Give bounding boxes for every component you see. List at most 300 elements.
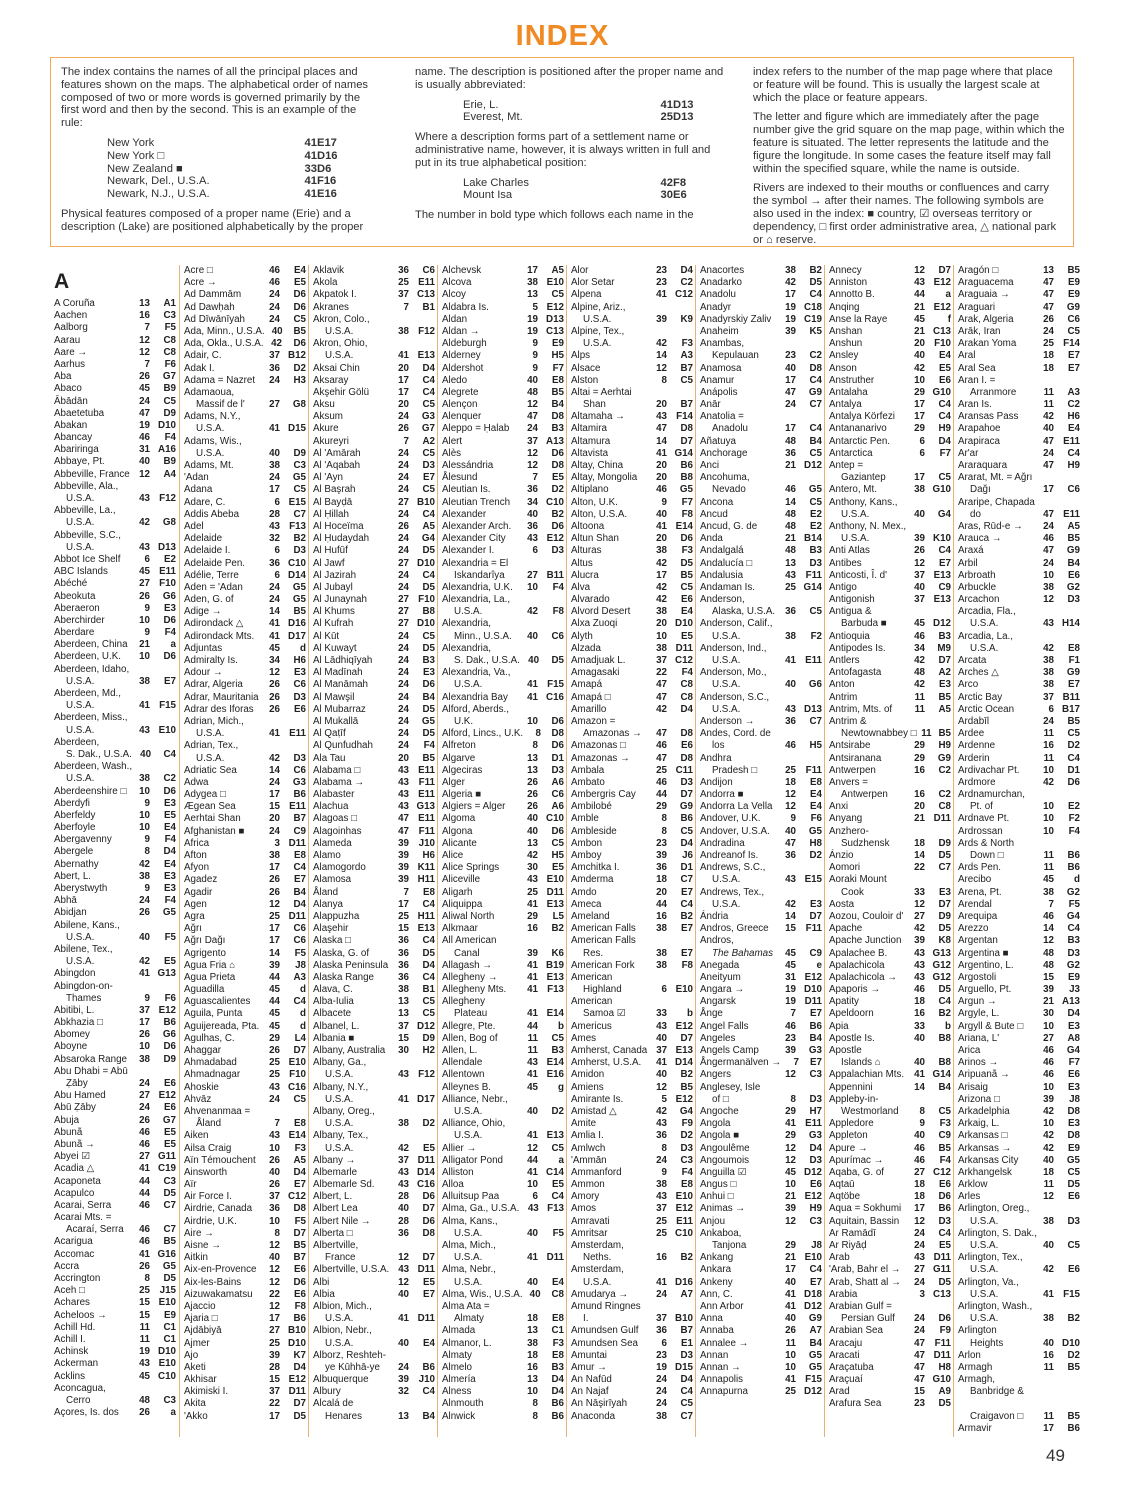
entry-name: Aoraki Mount [829, 874, 887, 886]
entry-grid: D11 [933, 1252, 951, 1264]
index-entry [438, 1289, 566, 1301]
entry-grid: B2 [551, 508, 564, 520]
entry-name: Acre □ [184, 265, 213, 276]
entry-page: 41 [1043, 1288, 1054, 1300]
entry-grid: E3 [939, 886, 951, 898]
entry-page: 38 [139, 773, 150, 785]
entry-name-continuation: Henares [325, 1410, 363, 1422]
index-entry-name-line [180, 1106, 308, 1118]
entry-page: 40 [398, 1288, 409, 1300]
entry-name: Albuquerque [313, 1374, 369, 1386]
entry-grid: E6 [681, 740, 693, 752]
entry-grid: E7 [1068, 362, 1080, 374]
entry-name: Aarhus [54, 358, 86, 370]
entry-name: Arlington, Wash., [958, 1300, 1033, 1312]
index-entry [567, 838, 695, 850]
entry-name: Alligator Pond [442, 1154, 503, 1166]
entry-page: 29 [914, 386, 925, 398]
index-entry [825, 862, 953, 874]
entry-page: 28 [269, 508, 280, 520]
entry-name: Andreanof Is. [700, 850, 759, 861]
entry-page: 9 [532, 362, 538, 374]
entry-name: Apache [829, 923, 863, 935]
entry-grid: D12 [417, 1020, 435, 1032]
entry-page: 11 [527, 1032, 538, 1044]
entry-grid: D5 [422, 642, 435, 654]
entry-page: 32 [269, 533, 280, 545]
entry-name: Al Ḥudaydah [313, 533, 370, 545]
index-entry-name-line [954, 838, 1082, 850]
index-entry [438, 826, 566, 838]
entry-grid: B3 [551, 423, 564, 435]
entry-grid: C12 [675, 655, 693, 666]
entry-grid: B4 [422, 691, 435, 703]
entry-name: Air Force I. [184, 1191, 232, 1203]
entry-name: Aberdeen, Wash., [54, 761, 133, 773]
entry-grid: H8 [938, 1361, 951, 1373]
entry-name: Arlington, Oreg., [958, 1203, 1030, 1215]
entry-name: Annapurna [700, 1386, 748, 1398]
entry-page: 40 [656, 508, 667, 520]
index-entry [954, 289, 1082, 301]
entry-name-continuation: Cook [841, 886, 864, 898]
entry-name: Arctic Bay [958, 691, 1003, 703]
entry-grid: B19 [546, 959, 564, 971]
entry-page: 13 [527, 837, 538, 849]
index-entry [567, 887, 695, 899]
index-entry-name-line [567, 326, 695, 338]
index-entry [438, 570, 566, 582]
index-entry [50, 1297, 178, 1309]
entry-page: 7 [793, 1057, 799, 1069]
entry-page: 41 [139, 1163, 150, 1175]
entry-grid: C1 [551, 1325, 564, 1337]
index-entry [696, 1045, 824, 1057]
entry-page: 46 [1043, 1057, 1054, 1069]
index-entry [438, 375, 566, 387]
index-entry [50, 773, 178, 785]
entry-name: Almanor, L. [442, 1337, 492, 1349]
entry-name: Aracati [829, 1349, 860, 1361]
entry-name: Aïn Témouchent [184, 1154, 256, 1166]
index-entry-name-line [567, 716, 695, 728]
entry-name: Alexander I. [442, 545, 495, 557]
entry-grid: E8 [552, 374, 564, 386]
intro-column-1 [61, 66, 371, 241]
entry-name: Alameda [313, 837, 352, 849]
entry-name: Ards Pen. [958, 862, 1002, 874]
entry-page: 3 [919, 1288, 925, 1300]
index-entry [954, 1008, 1082, 1020]
index-entry [438, 338, 566, 350]
entry-page: 17 [914, 411, 925, 423]
entry-grid: E3 [1068, 1081, 1080, 1093]
index-entry [954, 1167, 1082, 1179]
entry-grid: G5 [1066, 1154, 1080, 1166]
entry-grid: g [558, 1081, 564, 1093]
entry-page: 17 [656, 569, 667, 581]
entry-page: 11 [921, 728, 932, 740]
entry-name-continuation: U.S.A. [66, 931, 95, 943]
index-entry-name-line [567, 935, 695, 947]
entry-name-continuation: U.S.A. [583, 313, 612, 325]
index-entry [309, 277, 437, 289]
entry-page: 41 [914, 1069, 925, 1081]
entry-page: 6 [144, 553, 150, 565]
entry-name: Armagh, [958, 1374, 996, 1386]
index-entry [50, 1078, 178, 1090]
entry-page: 40 [914, 1130, 925, 1142]
entry-name: Africa [184, 837, 210, 849]
entry-name: Ames [571, 1032, 597, 1044]
index-entry [696, 1264, 824, 1276]
entry-grid: C2 [938, 789, 951, 801]
entry-grid: B5 [938, 691, 951, 703]
entry-page: 24 [398, 447, 409, 459]
entry-name: Alyth [571, 630, 593, 642]
entry-name: Anyang [829, 813, 863, 825]
entry-page: 10 [139, 785, 150, 797]
entry-grid: B4 [809, 1337, 822, 1349]
index-entry-name-line [696, 753, 824, 765]
entry-page: 25 [269, 1057, 280, 1069]
entry-grid: G3 [421, 411, 435, 423]
index-entry [438, 387, 566, 399]
entry-name-continuation: Ẓāby [66, 1078, 88, 1089]
entry-grid: D4 [293, 898, 306, 910]
entry-name: Altavista [571, 447, 609, 459]
entry-grid: D6 [422, 1215, 435, 1227]
index-entry [825, 813, 953, 825]
entry-grid: C4 [422, 1386, 435, 1398]
index-entry [825, 765, 953, 777]
entry-page: 8 [144, 846, 150, 858]
index-entry-name-line [180, 740, 308, 752]
entry-page: 46 [139, 1199, 150, 1211]
entry-grid: D6 [163, 785, 176, 797]
entry-name-continuation: Heights [970, 1337, 1004, 1349]
index-entry [567, 679, 695, 691]
index-entry [180, 667, 308, 679]
entry-grid: B12 [288, 350, 306, 362]
entry-page: 9 [532, 338, 538, 350]
entry-name: Anshun [829, 338, 863, 350]
index-entry [954, 984, 1082, 996]
index-entry [50, 1176, 178, 1188]
index-entry-name-line [50, 920, 178, 932]
entry-page: 22 [269, 1288, 280, 1300]
index-entry [180, 753, 308, 765]
entry-page: 38 [785, 265, 796, 276]
entry-grid: D6 [680, 533, 693, 545]
index-entry [180, 423, 308, 435]
entry-grid: D7 [809, 910, 822, 922]
entry-name-continuation: Shan [583, 399, 606, 411]
entry-name: Achares [54, 1297, 90, 1309]
entry-name: Ahmadnagar [184, 1069, 241, 1081]
index-entry [438, 631, 566, 643]
entry-name: Arklow [958, 1179, 988, 1191]
entry-grid: B5 [293, 325, 306, 337]
entry-grid: D8 [422, 1227, 435, 1239]
entry-grid: D12 [804, 460, 822, 471]
entry-grid: D3 [680, 1349, 693, 1361]
entry-name: Aras, Rūd-e → [958, 520, 1023, 532]
entry-name: Alexander Arch. [442, 520, 512, 532]
entry-page: 40 [269, 447, 280, 459]
entry-name-continuation: U.S.A. [712, 874, 741, 886]
index-entry [180, 1374, 308, 1386]
entry-grid: D8 [1067, 1105, 1080, 1117]
entry-grid: D6 [551, 825, 564, 837]
entry-name: Ainsworth [184, 1166, 228, 1178]
index-entry [825, 1398, 953, 1410]
entry-name: Andradina [700, 837, 745, 849]
entry-name-continuation: U.S.A. [196, 423, 225, 435]
entry-name: Angel Falls [700, 1020, 749, 1032]
entry-name-continuation: U.S.A. [712, 703, 741, 715]
entry-name: Arcadia, Fla., [958, 606, 1016, 618]
entry-name: Ambato [571, 776, 605, 788]
entry-name: 'Akko [184, 1410, 208, 1422]
entry-grid: A8 [1067, 1032, 1080, 1044]
entry-grid: H5 [809, 740, 822, 752]
entry-grid: A5 [293, 1154, 306, 1166]
entry-name-continuation: Canal [454, 947, 480, 959]
entry-page: 40 [269, 1166, 280, 1178]
index-entry [825, 753, 953, 765]
entry-grid: D4 [293, 1166, 306, 1178]
entry-name-continuation: U.S.A. [841, 508, 870, 520]
entry-grid: F7 [1068, 1057, 1080, 1069]
entry-page: 16 [139, 310, 150, 322]
entry-grid: C4 [809, 374, 822, 386]
index-entry [50, 651, 178, 663]
entry-name: Alexander City [442, 533, 506, 545]
entry-grid: C5 [293, 484, 306, 496]
index-entry [954, 704, 1082, 716]
entry-page: 23 [656, 277, 667, 289]
index-entry [50, 578, 178, 590]
entry-page: 43 [656, 1020, 667, 1032]
entry-grid: C5 [551, 289, 564, 301]
entry-grid: C8 [163, 334, 176, 346]
entry-name: Arcata [958, 655, 987, 666]
index-entry [180, 765, 308, 777]
entry-page: 24 [398, 460, 409, 471]
entry-grid: C5 [1067, 1166, 1080, 1178]
entry-page: 8 [144, 1273, 150, 1284]
entry-name-continuation: Minn., U.S.A. [454, 630, 512, 642]
entry-grid: D5 [422, 947, 435, 959]
index-entry-name-line [954, 497, 1082, 509]
entry-page: 47 [1043, 508, 1054, 520]
entry-grid: D11 [546, 886, 564, 898]
intro-column-2 [415, 66, 725, 229]
entry-page: 41 [269, 630, 280, 642]
index-entry [567, 655, 695, 667]
index-entry [825, 1106, 953, 1118]
entry-grid: D4 [809, 1142, 822, 1154]
entry-grid: H9 [938, 740, 951, 752]
entry-name: Arabian Gulf = [829, 1300, 892, 1312]
entry-grid: E6 [164, 1078, 176, 1089]
entry-name: Arequipa [958, 910, 998, 922]
entry-name: Alamosa [313, 874, 352, 886]
entry-name: Arkansas □ [958, 1130, 1008, 1142]
entry-name: Aklavik [313, 265, 345, 276]
index-entry [567, 643, 695, 655]
entry-page: 27 [398, 496, 409, 508]
entry-page: 24 [269, 374, 280, 386]
index-entry [696, 582, 824, 594]
index-entry [180, 1069, 308, 1081]
entry-name-continuation: Res. [583, 947, 604, 959]
entry-name: Alabama → [313, 776, 365, 788]
index-entry [954, 1240, 1082, 1252]
entry-grid: C10 [675, 1227, 693, 1239]
index-entry [50, 322, 178, 334]
entry-name: Aberdare [54, 627, 95, 639]
index-entry [825, 679, 953, 691]
entry-name-continuation: U.S.A. [454, 1276, 483, 1288]
entry-grid: F9 [681, 1118, 693, 1130]
entry-grid: a [170, 1407, 176, 1419]
index-entry [567, 375, 695, 387]
entry-name: Anaconda [571, 1410, 616, 1422]
entry-grid: C5 [422, 447, 435, 459]
entry-name-continuation: ye Kūhhā-ye [325, 1361, 381, 1373]
index-entry [438, 1398, 566, 1410]
entry-grid: C6 [293, 923, 306, 935]
index-entry [309, 972, 437, 984]
entry-grid: G10 [932, 1374, 951, 1386]
entry-name: Anglesey, Isle [700, 1081, 761, 1093]
entry-page: 16 [1043, 1349, 1054, 1361]
entry-grid: C13 [417, 289, 435, 301]
entry-name-continuation: U.S.A. [325, 1142, 354, 1154]
entry-page: 41 [527, 898, 538, 910]
entry-page: 41 [139, 968, 150, 980]
entry-page: 42 [269, 752, 280, 764]
entry-grid: D6 [1067, 776, 1080, 788]
index-entry [825, 1033, 953, 1045]
entry-name: Añatuya [700, 435, 736, 447]
entry-name: Aberdeen, Md., [54, 688, 121, 699]
entry-name: Apia [829, 1020, 849, 1032]
index-entry-name-line [696, 594, 824, 606]
index-entry [696, 1252, 824, 1264]
entry-grid: H14 [1062, 618, 1080, 630]
entry-grid: A2 [938, 667, 951, 679]
entry-page: 17 [269, 862, 280, 874]
entry-page: 26 [269, 1154, 280, 1166]
index-entry [567, 448, 695, 460]
entry-grid: C4 [680, 898, 693, 910]
index-entry [309, 1045, 437, 1057]
index-entry [50, 822, 178, 834]
entry-name: Ackerman [54, 1358, 99, 1370]
entry-name: Ameland [571, 910, 610, 922]
index-entry [438, 1411, 566, 1423]
entry-page: 46 [914, 1142, 925, 1154]
entry-page: 47 [656, 679, 667, 691]
entry-page: 47 [656, 728, 667, 740]
entry-grid: E8 [1068, 642, 1080, 654]
entry-name: Anshan [829, 325, 863, 337]
entry-page: 27 [269, 1325, 280, 1337]
entry-name: Ancona [700, 496, 734, 508]
entry-grid: F3 [552, 1337, 564, 1349]
index-entry [567, 1143, 695, 1155]
entry-page: 38 [398, 1118, 409, 1130]
entry-page: 41 [527, 971, 538, 983]
entry-page: 19 [656, 1361, 667, 1373]
entry-name: Arlington [958, 1325, 997, 1337]
entry-name: Anthony, N. Mex., [829, 520, 907, 532]
entry-page: 25 [656, 764, 667, 776]
entry-name: Agra [184, 910, 205, 922]
entry-page: 14 [269, 947, 280, 959]
entry-name: Adams, N.Y., [184, 411, 241, 423]
entry-page: 38 [139, 1053, 150, 1065]
entry-grid: G5 [162, 907, 176, 919]
entry-page: 42 [914, 679, 925, 691]
entry-grid: E13 [933, 569, 951, 581]
entry-page: 42 [656, 581, 667, 593]
entry-name: Amadjuak L. [571, 655, 626, 666]
entry-name: Al Jubayl [313, 581, 353, 593]
entry-grid: B6 [680, 460, 693, 471]
entry-page: 7 [274, 1118, 280, 1130]
index-entry [696, 606, 824, 618]
index-column [566, 265, 695, 1437]
entry-grid: B5 [938, 1142, 951, 1154]
entry-page: 8 [532, 1398, 538, 1410]
entry-name-continuation: U.S.A. [454, 1105, 483, 1117]
index-entry [696, 631, 824, 643]
entry-page: 26 [269, 679, 280, 691]
index-entry [180, 582, 308, 594]
entry-page: 36 [269, 557, 280, 569]
entry-grid: C14 [546, 1166, 564, 1178]
entry-grid: E11 [805, 655, 822, 666]
entry-page: 42 [1043, 1105, 1054, 1117]
index-entry [825, 363, 953, 375]
entry-page: 38 [785, 630, 796, 642]
entry-grid: B11 [546, 569, 564, 581]
entry-name: Alnwick [442, 1410, 476, 1422]
entry-name: Ad Dīwānīyah [184, 313, 245, 325]
index-entry [825, 277, 953, 289]
entry-page: 40 [527, 374, 538, 386]
entry-name: Ajmer [184, 1337, 210, 1349]
entry-page: 16 [914, 764, 925, 776]
index-entry [567, 740, 695, 752]
entry-page: 18 [914, 1191, 925, 1203]
entry-grid: H5 [551, 350, 564, 362]
entry-name: Apaporis → [829, 984, 881, 996]
entry-grid: G5 [162, 1260, 176, 1272]
entry-page: 38 [527, 1337, 538, 1349]
entry-name: Adygea □ [184, 789, 226, 801]
index-entry [180, 289, 308, 301]
index-entry [309, 679, 437, 691]
entry-name: Apalachee B. [829, 947, 888, 959]
entry-grid: B3 [551, 1361, 564, 1373]
entry-name-continuation: U.S.A. [325, 1337, 354, 1349]
entry-page: 42 [398, 1142, 409, 1154]
